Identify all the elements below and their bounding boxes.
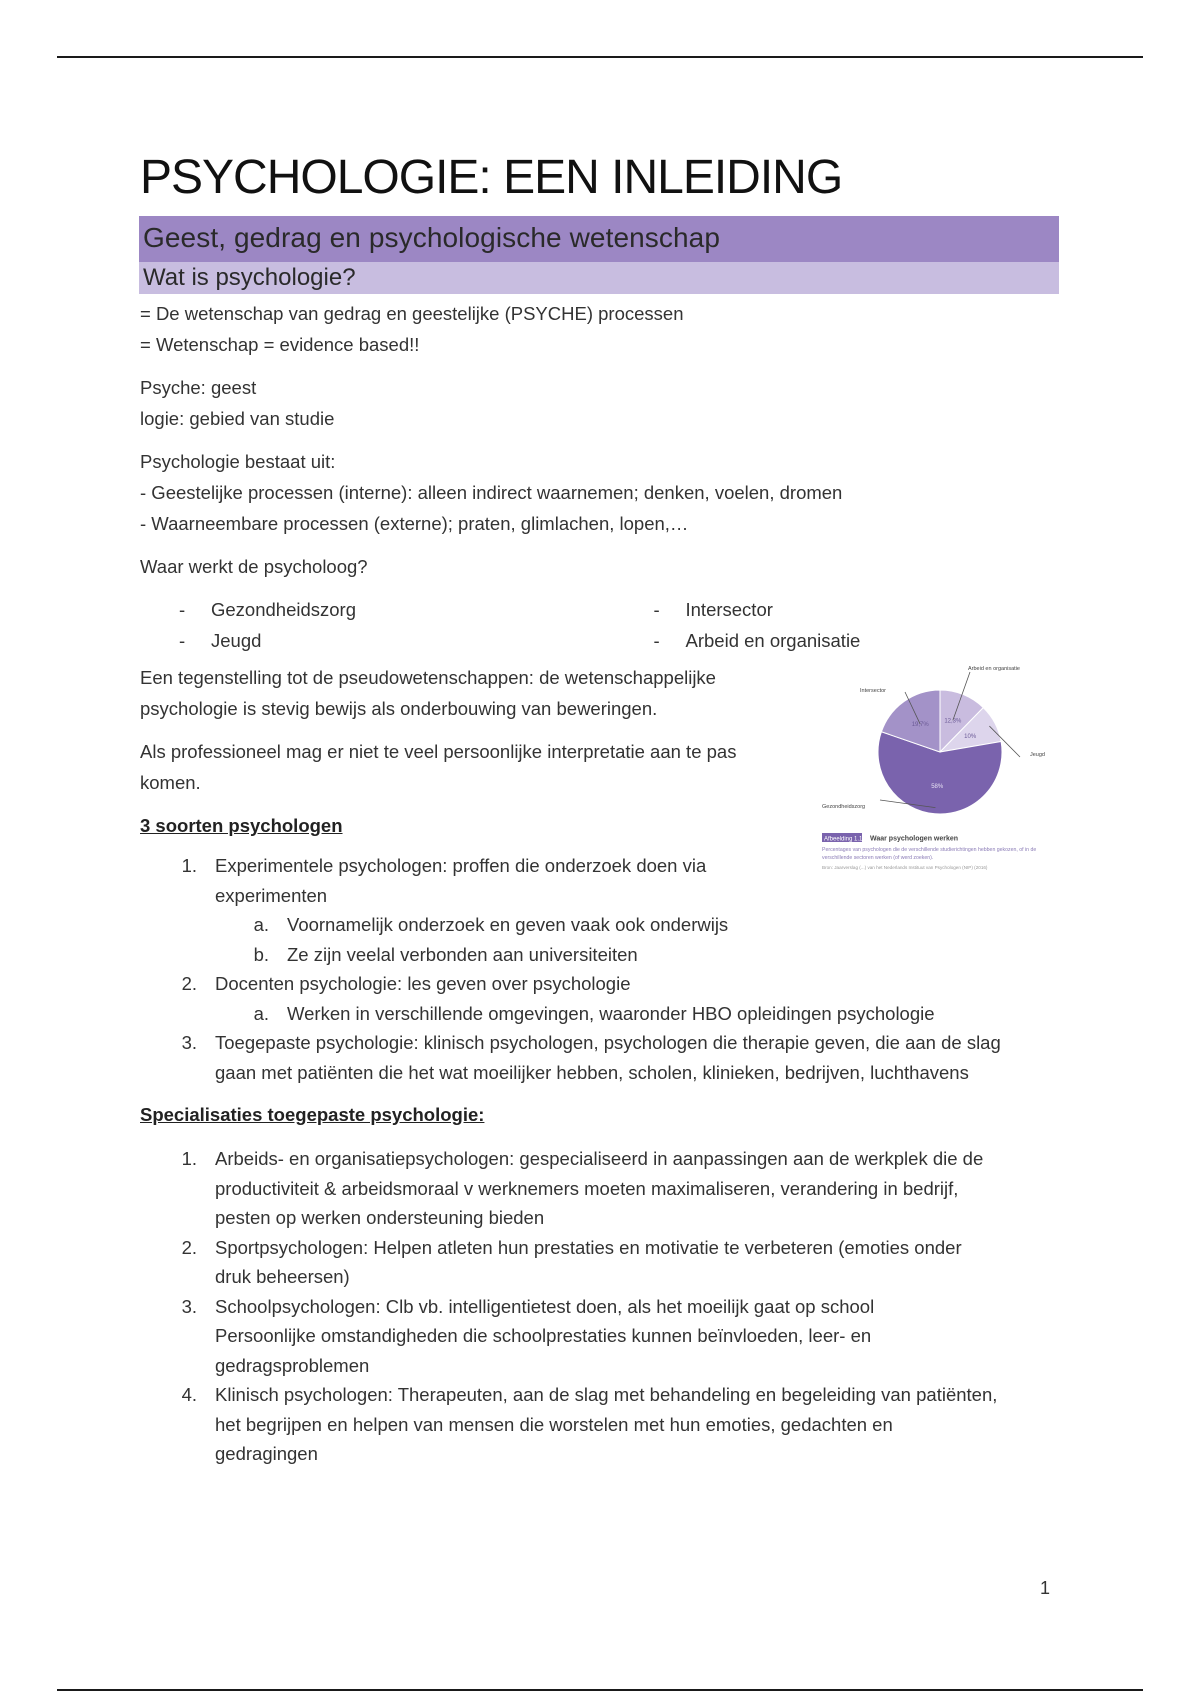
pie-category-label: Arbeid en organisatie	[968, 666, 1020, 672]
composition-item: - Geestelijke processen (interne): alleen indirect waarnemen; denken, voelen, dromen	[140, 482, 843, 503]
list-item: - Arbeid en organisatie	[653, 630, 861, 651]
sub-list	[140, 999, 1060, 1029]
chart-caption-line: verschillende sectoren werken (of werd zoeken).	[822, 855, 934, 861]
workplace-question: Waar werkt de psycholoog?	[140, 556, 368, 577]
intro-line: = Wetenschap = evidence based!!	[140, 334, 420, 355]
chart-caption-line: Percentages van psychologen die de verschillende studierichtingen hebben gekozen, of in de	[822, 847, 1037, 853]
pie-chart-figure	[820, 662, 1150, 892]
etymology-line: Psyche: geest	[140, 377, 257, 398]
chart-source: Bron: Jaarverslag (...) van het Nederlands Instituut van Psychologen (NIP) (2016)	[822, 865, 988, 870]
pie-value-label: 10%	[964, 734, 977, 741]
chart-title: Waar psychologen werken	[870, 835, 959, 843]
sub-list-item: a. Werken in verschillende omgevingen, waaronder HBO opleidingen psychologie	[253, 1002, 935, 1024]
list-item: 1. Experimentele psychologen: proffen die onderzoek doen via experimenten	[181, 855, 707, 906]
paragraph-line: Een tegenstelling tot de pseudowetenschappen: de wetenschappelijke	[140, 667, 716, 688]
three-types-heading: 3 soorten psychologen	[140, 815, 343, 836]
list-item: 2. Docenten psychologie: les geven over psychologie	[181, 973, 631, 994]
bottom-rule	[57, 1689, 1143, 1691]
list-item: 1. Arbeids- en organisatiepsychologen: gespecialiseerd in aanpassingen aan de werkplek die de productiviteit & arbeidsmoraal v werknemers moeten maximaliseren, verandering in bedrijf, pesten op werken ondersteuning bieden	[181, 1148, 984, 1228]
pie-slices	[878, 690, 1002, 814]
workplace-column-left	[140, 594, 654, 656]
section-heading: Geest, gedrag en psychologische wetenschap	[139, 216, 1059, 262]
list-item: 4. Klinisch psychologen: Therapeuten, aan de slag met behandeling en begeleiding van patiënten, het begrijpen en helpen van mensen die worstelen met hun emoties, gedachten en gedragingen	[181, 1384, 998, 1464]
specializations-list	[140, 1144, 1060, 1469]
sub-list-item: b. Ze zijn veelal verbonden aan universiteiten	[253, 943, 638, 965]
list-item: - Jeugd	[179, 630, 262, 651]
document-title: PSYCHOLOGIE: EEN INLEIDING	[140, 151, 843, 204]
page-number: 1	[1040, 1578, 1051, 1598]
pie-category-label: Jeugd	[1030, 752, 1045, 758]
list-item: 3. Schoolpsychologen: Clb vb. intelligentietest doen, als het moeilijk gaat op school Persoonlijke omstandigheden die schoolprestaties kunnen beïnvloeden, leer- en gedragsproblemen	[181, 1295, 875, 1376]
pie-value-label: 58%	[931, 783, 944, 790]
list-item: - Intersector	[653, 599, 773, 620]
sub-list-item: a. Voornamelijk onderzoek en geven vaak ook onderwijs	[253, 914, 729, 935]
list-item: 3. Toegepaste psychologie: klinisch psychologen, psychologen die therapie geven, die aan de slag gaan met patiënten die het wat moeilijker hebben, scholen, klinieken, bedrijven, luchthavens	[181, 1032, 1001, 1083]
list-item: - Gezondheidszorg	[179, 599, 357, 620]
paragraph-line: psychologie is stevig bewijs als onderbouwing van beweringen.	[140, 698, 658, 719]
document-page	[140, 150, 1060, 1469]
composition-item: - Waarneembare processen (externe); praten, glimlachen, lopen,…	[140, 513, 689, 534]
specializations-heading: Specialisaties toegepaste psychologie:	[140, 1104, 485, 1125]
pie-value-label: 19,7%	[911, 722, 929, 729]
paragraph-line: Als professioneel mag er niet te veel persoonlijke interpretatie aan te pas	[140, 741, 737, 762]
pie-value-label: 12,3%	[944, 718, 962, 725]
intro-line: = De wetenschap van gedrag en geestelijke (PSYCHE) processen	[140, 303, 684, 324]
composition-lead: Psychologie bestaat uit:	[140, 451, 336, 472]
paragraph-line: komen.	[140, 772, 201, 793]
figure-label: Afbeelding 1.1	[824, 836, 863, 843]
workplace-list	[140, 594, 1000, 656]
pie-category-label: Gezondheidszorg	[822, 804, 866, 810]
subsection-heading: Wat is psychologie?	[139, 262, 1059, 294]
pie-category-label: Intersector	[860, 688, 886, 694]
top-rule	[57, 56, 1143, 58]
etymology-line: logie: gebied van studie	[140, 408, 335, 429]
workplace-column-right	[654, 594, 1001, 656]
list-item: 2. Sportpsychologen: Helpen atleten hun prestaties en motivatie te verbeteren (emoties onder druk beheersen)	[181, 1236, 962, 1287]
sub-list	[140, 910, 1060, 969]
